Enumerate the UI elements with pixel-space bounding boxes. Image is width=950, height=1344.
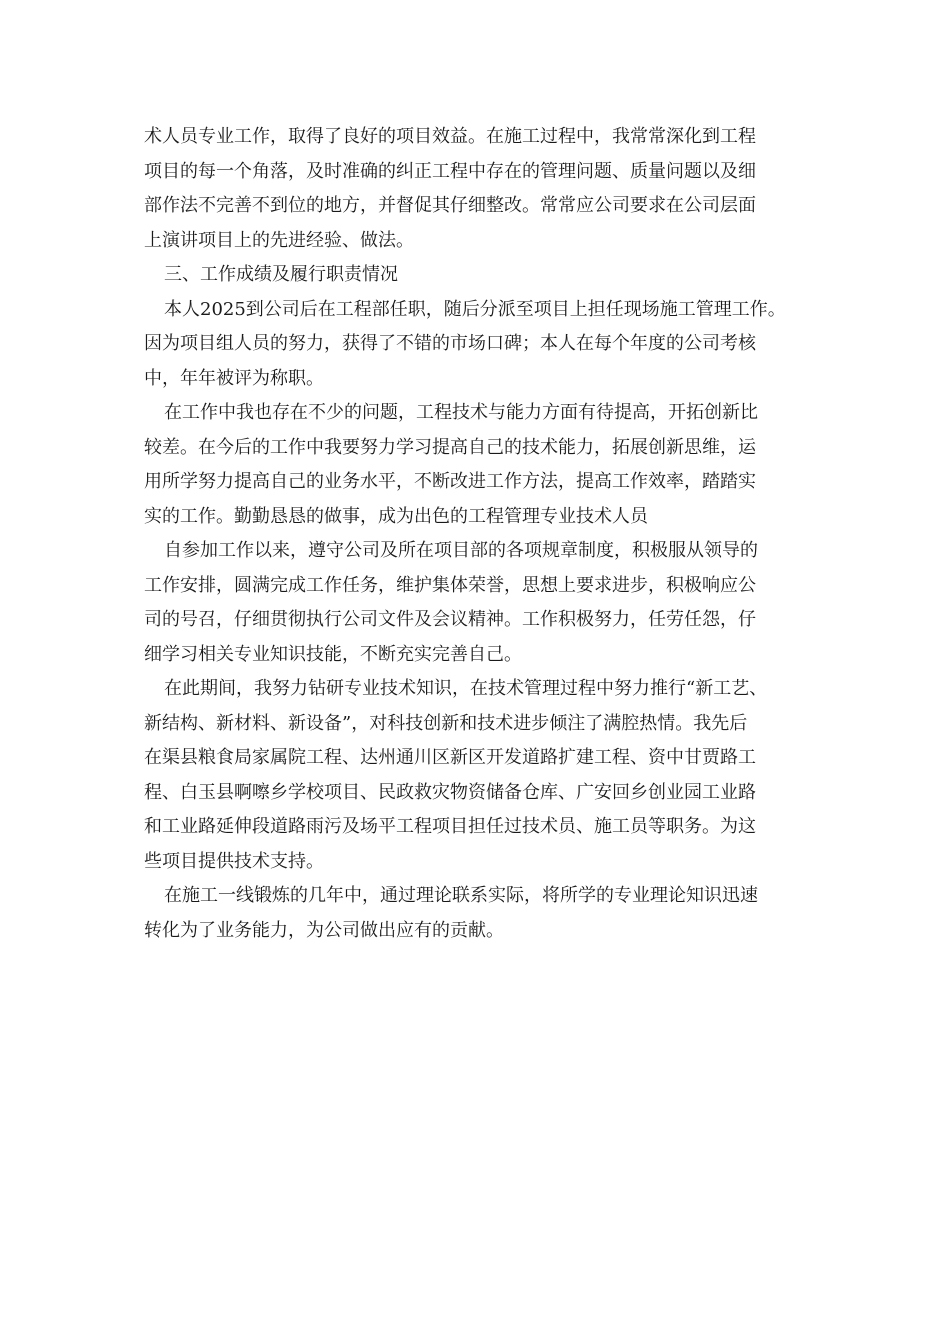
paragraph-start: 本人2025到公司后在工程部任职，随后分派至项目上担任现场施工管理工作。 xyxy=(164,298,786,320)
text-line: 用所学努力提高自己的业务水平，不断改进工作方法，提高工作效率，踏踏实 xyxy=(144,471,756,492)
text-line: 司的号召，仔细贯彻执行公司文件及会议精神。工作积极努力，任劳任怨，仔 xyxy=(144,609,756,630)
text-line: 项目的每一个角落，及时准确的纠正工程中存在的管理问题、质量问题以及细 xyxy=(144,160,756,182)
text-line: 在渠县粮食局家属院工程、达州通川区新区开发道路扩建工程、资中甘贾路工 xyxy=(144,747,756,768)
section-heading: 三、工作成绩及履行职责情况 xyxy=(164,264,398,285)
text-line: 转化为了业务能力，为公司做出应有的贡献。 xyxy=(144,919,504,941)
text-line: 细学习相关专业知识技能，不断充实完善自己。 xyxy=(144,643,522,665)
text-line: 和工业路延伸段道路雨污及场平工程项目担任过技术员、施工员等职务。为这 xyxy=(144,816,756,837)
text-line: 中，年年被评为称职。 xyxy=(144,367,324,389)
text-line: 新结构、新材料、新设备”，对科技创新和技术进步倾注了满腔热情。我先后 xyxy=(144,712,748,734)
text-line: 因为项目组人员的努力，获得了不错的市场口碑；本人在每个年度的公司考核 xyxy=(144,333,756,354)
text-line: 术人员专业工作，取得了良好的项目效益。在施工过程中，我常常深化到工程 xyxy=(144,126,756,147)
text-line: 部作法不完善不到位的地方，并督促其仔细整改。常常应公司要求在公司层面 xyxy=(144,195,756,216)
text-line: 实的工作。勤勤恳恳的做事，成为出色的工程管理专业技术人员 xyxy=(144,505,648,527)
paragraph-start: 自参加工作以来，遵守公司及所在项目部的各项规章制度，积极服从领导的 xyxy=(164,540,758,561)
text-line: 程、白玉县啊嚓乡学校项目、民政救灾物资储备仓库、广安回乡创业园工业路 xyxy=(144,781,756,803)
paragraph-start: 在此期间，我努力钻研专业技术知识，在技术管理过程中努力推行“新工艺、 xyxy=(164,678,768,699)
text-line: 较差。在今后的工作中我要努力学习提高自己的技术能力，拓展创新思维，运 xyxy=(144,436,756,458)
text-line: 工作安排，圆满完成工作任务，维护集体荣誉，思想上要求进步，积极响应公 xyxy=(144,574,756,596)
paragraph-start: 在施工一线锻炼的几年中，通过理论联系实际，将所学的专业理论知识迅速 xyxy=(164,885,758,906)
paragraph-start: 在工作中我也存在不少的问题，工程技术与能力方面有待提高，开拓创新比 xyxy=(164,402,758,423)
text-line: 些项目提供技术支持。 xyxy=(144,850,324,872)
text-line: 上演讲项目上的先进经验、做法。 xyxy=(144,229,414,251)
document-body xyxy=(144,120,804,948)
